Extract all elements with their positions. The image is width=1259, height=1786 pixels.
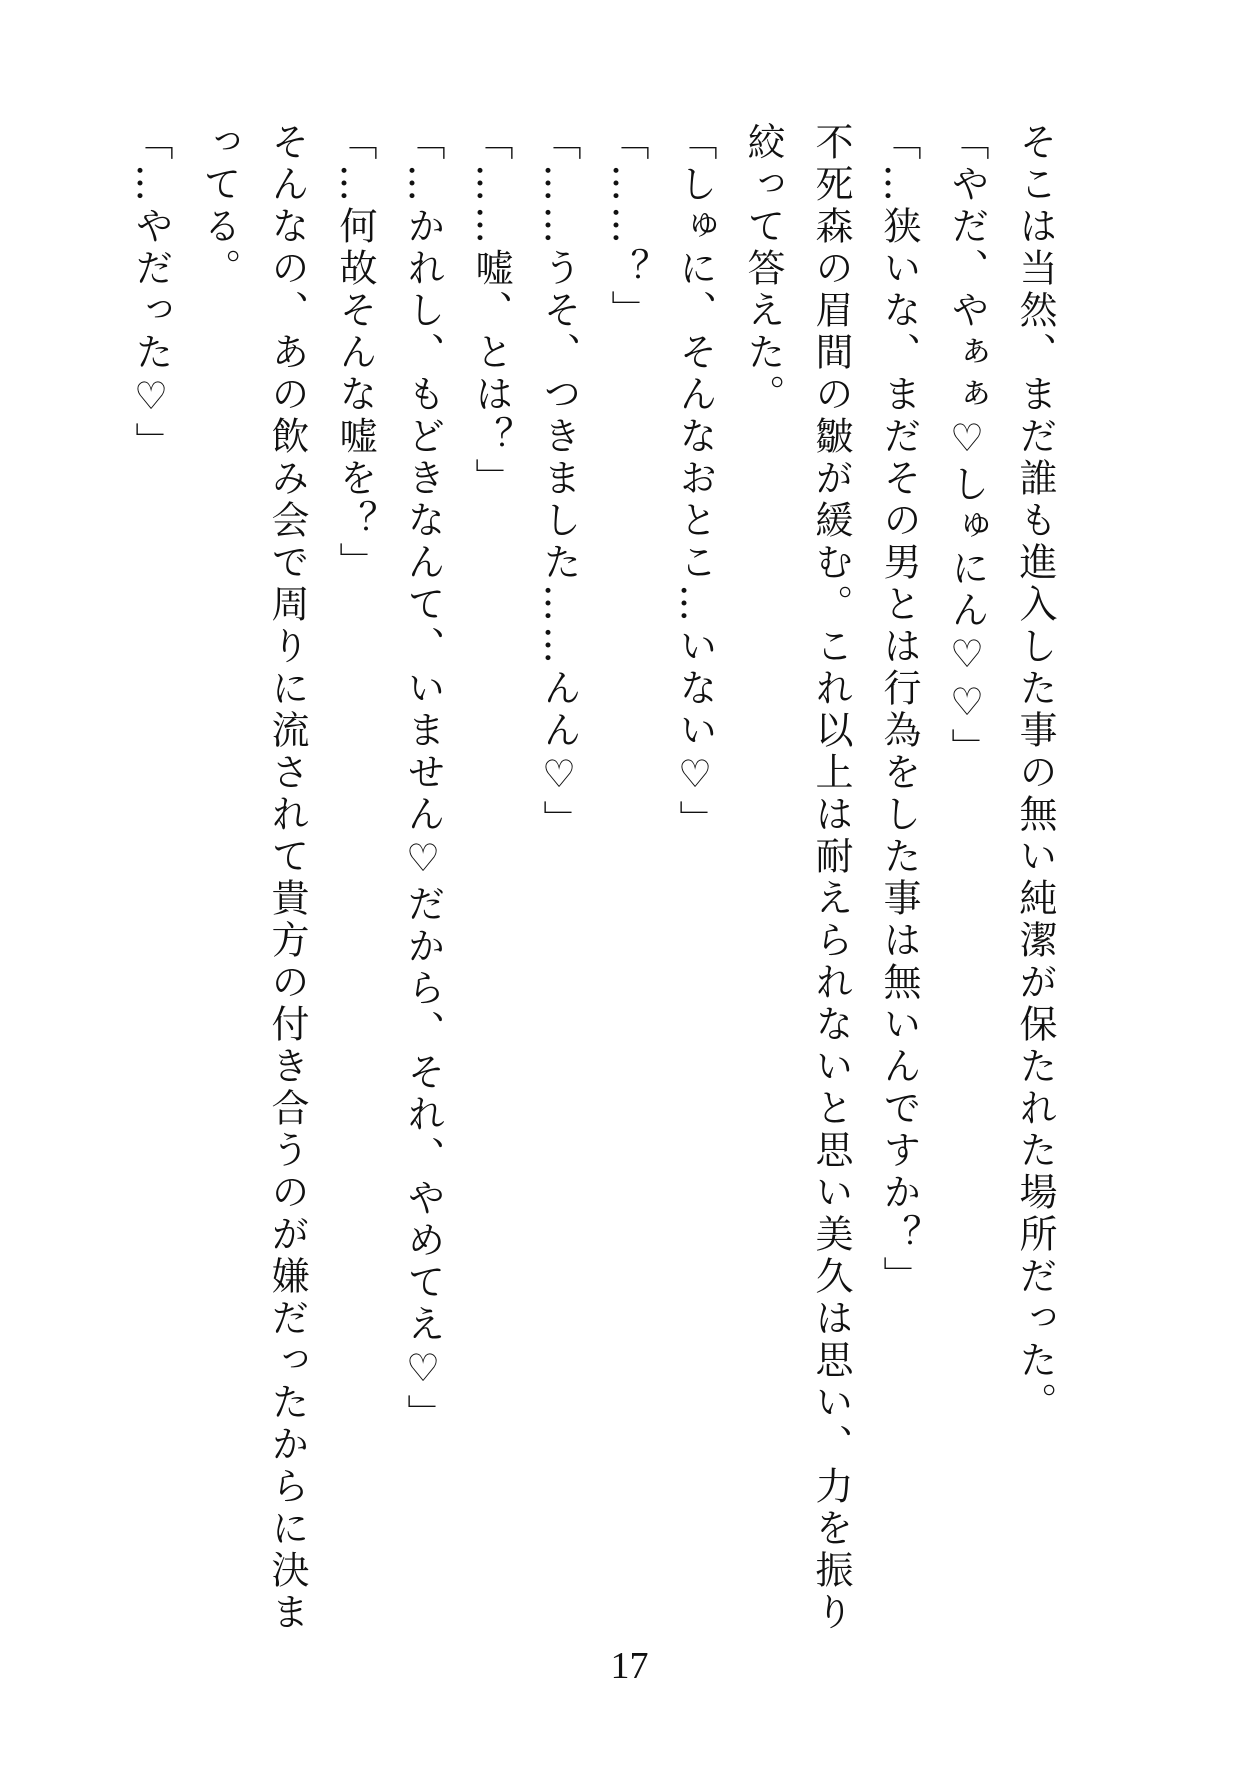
text-line: 「…狭いな、まだその男とは行為をした事は無いんですか？」 [877, 122, 921, 1298]
text-line: 「…何故そんな嘘を？」 [333, 122, 377, 584]
text-line: ってる。 [197, 122, 241, 290]
text-line: 「……うそ、つきました……んん♡」 [537, 122, 581, 842]
text-line: 「…かれし、もどきなんて、いません♡だから、それ、やめてえ♡」 [401, 122, 445, 1436]
text-line: 「……嘘、とは？」 [469, 122, 513, 500]
text-line: 絞って答えた。 [741, 122, 785, 416]
vertical-body-text [117, 122, 1069, 1634]
text-line: 「……？」 [605, 122, 649, 332]
text-line: 「やだ、やぁぁ♡しゅにん♡♡」 [945, 122, 989, 770]
text-line: そこは当然、まだ誰も進入した事の無い純潔が保たれた場所だった。 [1013, 122, 1057, 1424]
text-line: 不死森の眉間の皺が緩む。これ以上は耐えられないと思い美久は思い、力を振り [809, 122, 853, 1634]
page-number: 17 [610, 1645, 649, 1687]
text-line: そんなの、あの飲み会で周りに流されて貴方の付き合うのが嫌だったからに決ま [265, 122, 309, 1634]
text-line: 「…やだった♡」 [129, 122, 173, 464]
text-line: 「しゅに、そんなおとこ…いない♡」 [673, 122, 717, 842]
